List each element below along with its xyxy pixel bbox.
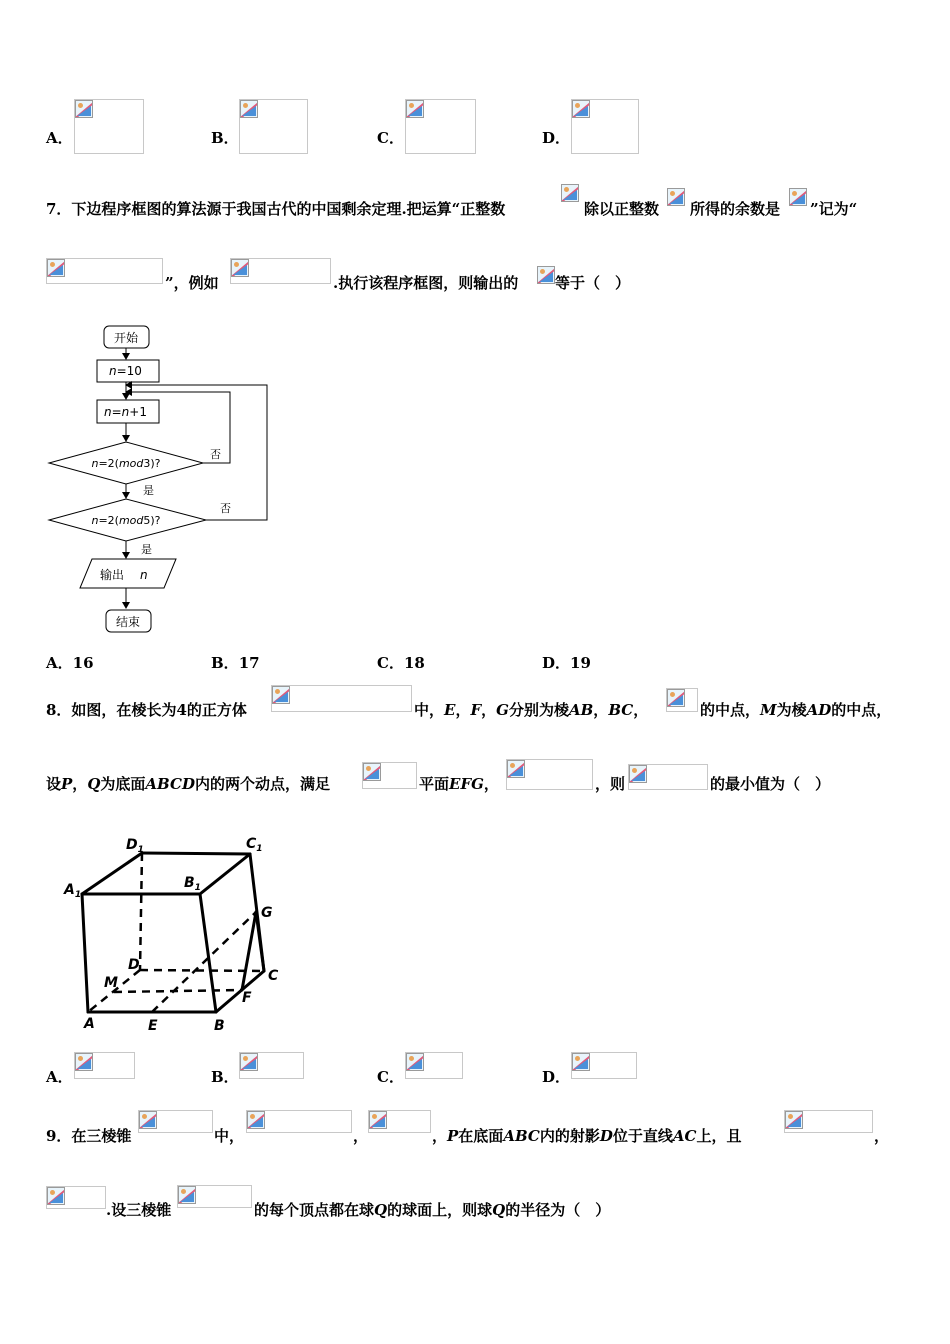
cube-C1-sub: 1 bbox=[256, 844, 263, 854]
cube-label-B1 bbox=[184, 875, 201, 893]
q9-text-1a: 9．在三棱锥 bbox=[46, 1127, 132, 1145]
flow-step-n1: n bbox=[104, 405, 112, 419]
cube-label-D1 bbox=[126, 837, 144, 855]
q8-text-2a bbox=[46, 775, 330, 793]
flow-init-rest: =10 bbox=[116, 364, 142, 378]
q8-option-a-image bbox=[74, 1052, 135, 1079]
q6-option-d-label: D． bbox=[542, 129, 571, 147]
flow-step-rest: +1 bbox=[129, 405, 147, 419]
q7-text-2c: 等于（ ） bbox=[555, 274, 631, 292]
broken-image-icon bbox=[561, 184, 579, 202]
q9-t2c: 的球面上，则球 bbox=[387, 1201, 493, 1219]
q8-t1-sep4: ， bbox=[633, 701, 649, 719]
flow-cond2-post: 5)? bbox=[143, 514, 161, 527]
q8-t1-sep3: ， bbox=[593, 701, 609, 719]
q8-t2a: 设 bbox=[46, 775, 62, 793]
q8-t1-M: M bbox=[760, 701, 777, 719]
q7-flowchart bbox=[40, 318, 280, 640]
broken-image-icon bbox=[240, 1053, 258, 1071]
flow-step-eq: = bbox=[111, 405, 122, 419]
q7-formula-example bbox=[230, 258, 331, 284]
cube-label-A1 bbox=[63, 882, 81, 900]
q9-formula-pyramid-2 bbox=[177, 1185, 252, 1208]
q7-option-d-value: 19 bbox=[570, 654, 591, 672]
q8-t1a: 8．如图，在棱长为 bbox=[46, 701, 177, 719]
q8-t1e: 的中点， bbox=[700, 701, 761, 719]
q7-option-b bbox=[211, 654, 260, 672]
q8-formula-target bbox=[628, 764, 708, 790]
cube-label-B: B bbox=[214, 1018, 225, 1034]
q8-t1-F: F bbox=[470, 701, 482, 719]
broken-image-icon bbox=[231, 259, 249, 277]
q6-option-c-label: C． bbox=[377, 129, 404, 147]
q9-formula-condition-3 bbox=[784, 1110, 873, 1133]
cube-label-E: E bbox=[148, 1018, 158, 1034]
flow-step-n2: n bbox=[121, 405, 130, 419]
cube-D1: D bbox=[126, 837, 138, 853]
q7-text-2b: .执行该程序框图，则输出的 bbox=[333, 274, 519, 292]
cube-B1: B bbox=[184, 875, 195, 891]
q8-option-c-image bbox=[405, 1052, 463, 1079]
q9-t1h: 上，且 bbox=[696, 1127, 742, 1145]
broken-image-icon bbox=[406, 1053, 424, 1071]
q8-t1b: 的正方体 bbox=[186, 701, 247, 719]
q8-t2-EFG: EFG bbox=[449, 775, 484, 793]
broken-image-icon bbox=[629, 765, 647, 783]
cube-D1-sub: 1 bbox=[137, 845, 144, 855]
q7-formula-n bbox=[667, 188, 688, 208]
flow-cond1-mid: =2( bbox=[98, 457, 119, 470]
q9-text-1i: ， bbox=[874, 1127, 890, 1145]
flow-output-label: 输出 bbox=[100, 568, 125, 582]
flow-output-var: n bbox=[140, 568, 148, 582]
q7-formula-notation bbox=[46, 258, 163, 284]
broken-image-icon bbox=[240, 100, 258, 118]
q8-t2-ABCD: ABCD bbox=[145, 775, 195, 793]
q8-t1-AB: AB bbox=[568, 701, 594, 719]
q7-option-c bbox=[377, 654, 425, 672]
q8-option-b-label: B． bbox=[211, 1068, 239, 1086]
q9-t2d: 的半径为（ ） bbox=[505, 1201, 611, 1219]
q8-t1c: 中， bbox=[414, 701, 445, 719]
q9-formula-condition-4 bbox=[46, 1186, 106, 1209]
q8-t2-sep1: ， bbox=[72, 775, 88, 793]
cube-label-A: A bbox=[84, 1016, 95, 1032]
flow-no2: 否 bbox=[220, 502, 231, 515]
q6-option-d-image bbox=[571, 99, 639, 154]
q6-option-a-label: A． bbox=[46, 129, 73, 147]
q7-text-1a: 7．下边程序框图的算法源于我国古代的中国剩余定理.把运算“正整数 bbox=[46, 200, 506, 218]
q7-option-d bbox=[542, 654, 591, 672]
q8-t2-Q: Q bbox=[87, 775, 101, 793]
q8-text-2d bbox=[419, 775, 499, 793]
q9-t2b: 的每个顶点都在球 bbox=[254, 1201, 375, 1219]
q8-text-2e: ，则 bbox=[595, 775, 626, 793]
q7-text-1b: 除以正整数 bbox=[584, 200, 660, 218]
broken-image-icon bbox=[785, 1111, 803, 1129]
broken-image-icon bbox=[667, 689, 685, 707]
q9-formula-pyramid bbox=[138, 1110, 213, 1133]
svg-text:n=2(mod5)? bbox=[91, 514, 160, 527]
broken-image-icon bbox=[537, 266, 555, 284]
cube-A1: A bbox=[64, 882, 75, 898]
broken-image-icon bbox=[75, 1053, 93, 1071]
q9-text-1d bbox=[432, 1127, 742, 1145]
flow-yes2: 是 bbox=[141, 543, 152, 556]
flow-end-text: 结束 bbox=[115, 615, 141, 629]
q8-formula-parallel bbox=[362, 762, 417, 789]
q7-formula-n-output bbox=[537, 266, 553, 284]
cube-B1-sub: 1 bbox=[194, 883, 201, 893]
q8-t1-AD: AD bbox=[806, 701, 832, 719]
q8-formula-condition bbox=[506, 759, 593, 790]
broken-image-icon bbox=[572, 100, 590, 118]
q8-t2c: 内的两个动点，满足 bbox=[194, 775, 330, 793]
broken-image-icon bbox=[363, 763, 381, 781]
cube-label-F: F bbox=[242, 990, 252, 1006]
broken-image-icon bbox=[572, 1053, 590, 1071]
q9-formula-condition-2 bbox=[368, 1110, 431, 1133]
flow-cond2-pre: n bbox=[91, 514, 99, 527]
q8-t1f: 为棱 bbox=[776, 701, 807, 719]
broken-image-icon bbox=[272, 686, 290, 704]
cube-C1: C bbox=[246, 836, 257, 852]
flow-start-text: 开始 bbox=[113, 331, 139, 345]
flow-cond2-mod: mod bbox=[118, 514, 144, 527]
q9-t1f: 内的射影 bbox=[539, 1127, 600, 1145]
svg-text:n=2(mod3)? bbox=[91, 457, 160, 470]
flow-yes1: 是 bbox=[143, 484, 154, 497]
q9-t1e: 在底面 bbox=[458, 1127, 504, 1145]
q7-option-a-value: 16 bbox=[72, 654, 94, 672]
q7-option-b-letter: B． bbox=[211, 654, 239, 672]
broken-image-icon bbox=[369, 1111, 387, 1129]
broken-image-icon bbox=[507, 760, 525, 778]
q8-text-1e bbox=[700, 701, 891, 719]
flow-no1: 否 bbox=[210, 448, 221, 461]
cube-label-C1 bbox=[246, 836, 263, 854]
cube-label-M: M bbox=[104, 975, 118, 991]
q8-t1-num: 4 bbox=[176, 701, 187, 719]
q9-text-1c: ， bbox=[353, 1127, 369, 1145]
broken-image-icon bbox=[667, 188, 685, 206]
q8-text-2f: 的最小值为（ ） bbox=[710, 775, 831, 793]
q8-option-a-label: A． bbox=[46, 1068, 73, 1086]
q8-t1g: 的中点， bbox=[831, 701, 892, 719]
q8-option-b-image bbox=[239, 1052, 304, 1079]
broken-image-icon bbox=[75, 100, 93, 118]
q7-formula-m bbox=[561, 184, 582, 204]
q7-option-b-value: 17 bbox=[238, 654, 260, 672]
q7-option-c-value: 18 bbox=[403, 654, 425, 672]
q8-t2b: 为底面 bbox=[100, 775, 146, 793]
q9-text-2b bbox=[254, 1201, 610, 1219]
q7-text-1c: 所得的余数是 bbox=[690, 200, 781, 218]
q8-cube-figure bbox=[60, 832, 290, 1037]
broken-image-icon bbox=[47, 259, 65, 277]
q8-t1-sep1: ， bbox=[455, 701, 471, 719]
q8-text-1a bbox=[46, 701, 247, 719]
q6-option-c-image bbox=[405, 99, 476, 154]
q7-text-2a: ”，例如 bbox=[165, 274, 219, 292]
q8-t2-P: P bbox=[61, 775, 73, 793]
q9-t2-Q2: Q bbox=[492, 1201, 506, 1219]
flow-cond1-post: 3)? bbox=[143, 457, 161, 470]
q9-t2-Q1: Q bbox=[374, 1201, 388, 1219]
q7-option-d-letter: D． bbox=[542, 654, 571, 672]
q6-option-a-image bbox=[74, 99, 144, 154]
q8-t2-sep2: ， bbox=[483, 775, 499, 793]
q8-option-c-label: C． bbox=[377, 1068, 404, 1086]
q9-formula-condition-1 bbox=[246, 1110, 352, 1133]
broken-image-icon bbox=[789, 188, 807, 206]
q8-formula-cube bbox=[271, 685, 412, 712]
q9-t1-D: D bbox=[599, 1127, 613, 1145]
q7-option-a bbox=[46, 654, 94, 672]
flow-cond1-mod: mod bbox=[118, 457, 144, 470]
cube-A1-sub: 1 bbox=[74, 890, 82, 900]
q8-t1d: 分别为棱 bbox=[508, 701, 569, 719]
flow-init-n: n bbox=[109, 364, 117, 378]
cube-label-D: D bbox=[128, 957, 140, 973]
broken-image-icon bbox=[406, 100, 424, 118]
q8-option-d-image bbox=[571, 1052, 637, 1079]
q8-t1-G: G bbox=[496, 701, 509, 719]
svg-text:n=10 bbox=[109, 364, 142, 378]
cube-label-G: G bbox=[261, 905, 273, 921]
q9-text-1b: 中， bbox=[214, 1127, 245, 1145]
flow-cond2-mid: =2( bbox=[98, 514, 119, 527]
q7-text-1d: ”记为“ bbox=[810, 200, 858, 218]
q9-t1-ABC: ABC bbox=[503, 1127, 540, 1145]
q9-t1d: ， bbox=[432, 1127, 448, 1145]
broken-image-icon bbox=[47, 1187, 65, 1205]
svg-text:n=n+1 bbox=[104, 405, 147, 419]
q7-option-c-letter: C． bbox=[377, 654, 404, 672]
q8-t2d: 平面 bbox=[419, 775, 450, 793]
broken-image-icon bbox=[178, 1186, 196, 1204]
q7-formula-r bbox=[789, 188, 808, 208]
q9-t1-P: P bbox=[447, 1127, 459, 1145]
q9-t1g: 位于直线 bbox=[612, 1127, 673, 1145]
cube-label-C: C bbox=[268, 968, 279, 984]
q8-option-d-label: D． bbox=[542, 1068, 571, 1086]
q8-t1-E: E bbox=[444, 701, 456, 719]
broken-image-icon bbox=[247, 1111, 265, 1129]
q9-text-2a: .设三棱锥 bbox=[106, 1201, 172, 1219]
q7-option-a-letter: A． bbox=[46, 654, 73, 672]
q6-option-b-image bbox=[239, 99, 308, 154]
q8-t1-sep2: ， bbox=[481, 701, 497, 719]
broken-image-icon bbox=[139, 1111, 157, 1129]
q8-text-1c bbox=[414, 701, 648, 719]
q8-formula-edge bbox=[666, 688, 698, 712]
q9-t1-AC: AC bbox=[672, 1127, 697, 1145]
flow-cond1-pre: n bbox=[91, 457, 99, 470]
q6-option-b-label: B． bbox=[211, 129, 239, 147]
q8-t1-BC: BC bbox=[608, 701, 634, 719]
flow-output-parallelogram bbox=[80, 559, 176, 588]
